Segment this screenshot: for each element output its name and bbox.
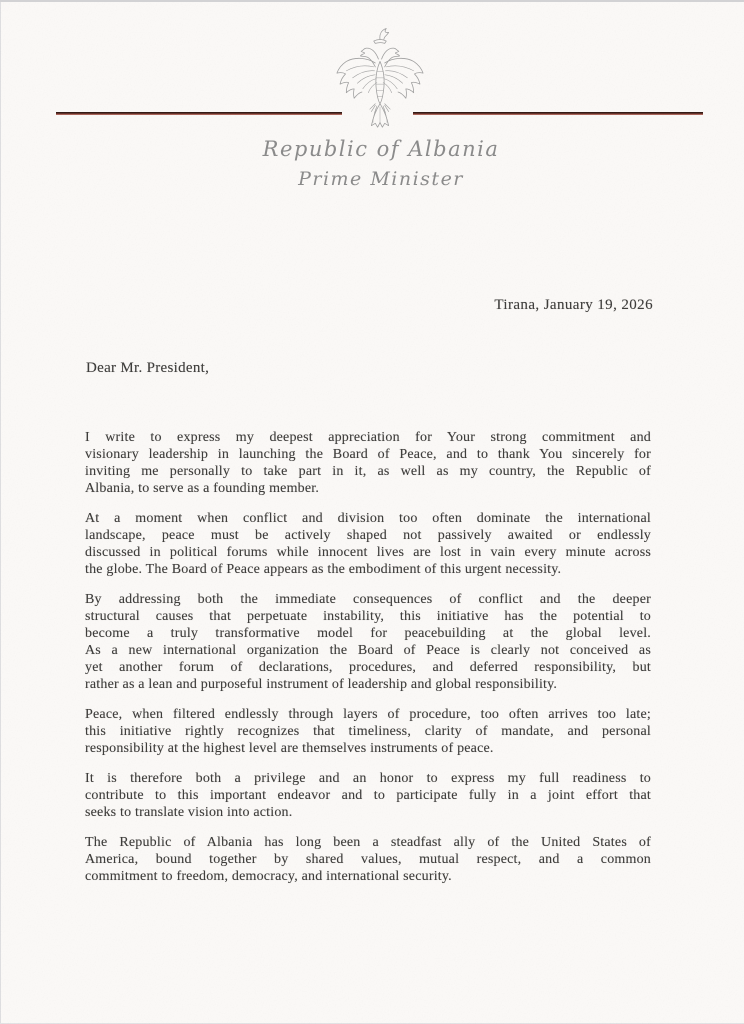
letter-body (85, 429, 651, 898)
letterhead-country: Republic of Albania (262, 137, 500, 161)
letter-line: The Republic of Albania has long been a steadfast ally of the United States of (85, 835, 651, 850)
letterhead-rule-left (56, 112, 342, 115)
letter-line: contribute to this important endeavor and to participate fully in a joint effort that (85, 788, 651, 803)
letterhead-office: Prime Minister (298, 168, 464, 190)
letter-line: structural causes that perpetuate instability, this initiative has the potential to (85, 609, 651, 624)
dateline: Tirana, January 19, 2026 (494, 297, 653, 313)
letter-line: commitment to freedom, democracy, and international security. (85, 869, 452, 884)
salutation: Dear Mr. President, (86, 360, 210, 376)
letter-paragraph (85, 770, 651, 821)
letter-line: America, bound together by shared values, mutual respect, and a common (85, 852, 651, 867)
letter-line: visionary leadership in launching the Board of Peace, and to thank You sincerely for (85, 447, 651, 462)
letter-line: the globe. The Board of Peace appears as the embodiment of this urgent necessity. (85, 562, 562, 577)
letter-line: become a truly transformative model for peacebuilding at the global level. (85, 626, 651, 641)
letterhead-rule-right (413, 112, 703, 115)
letter-paragraph (85, 429, 651, 497)
letter-paragraph (85, 834, 651, 885)
letter-line: At a moment when conflict and division too often dominate the international (85, 511, 651, 526)
letter-line: this initiative rightly recognizes that timeliness, clarity of mandate, and personal (85, 724, 651, 739)
letter-line: seeks to translate vision into action. (85, 805, 293, 820)
letter-line: As a new international organization the Board of Peace is clearly not conceived as (85, 643, 651, 658)
letter-line: yet another forum of declarations, procedures, and deferred responsibility, but (85, 660, 651, 675)
letter-line: Albania, to serve as a founding member. (85, 481, 320, 496)
letter-line: rather as a lean and purposeful instrument of leadership and global responsibility. (85, 677, 558, 692)
eagle-emblem-graphic (333, 26, 427, 136)
letter-paragraph (85, 706, 651, 757)
letter-line: discussed in political forums while innocent lives are lost in vain every minute across (85, 545, 651, 560)
scan-edge-left (0, 2, 1, 1024)
letter-line: Peace, when filtered endlessly through layers of procedure, too often arrives too late; (85, 707, 651, 722)
letter-line: responsibility at the highest level are themselves instruments of peace. (85, 741, 494, 756)
albania-double-headed-eagle-emblem (333, 26, 427, 136)
letter-line: landscape, peace must be actively shaped not passively awaited or endlessly (85, 528, 651, 543)
letter-line: By addressing both the immediate consequences of conflict and the deeper (85, 592, 651, 607)
letter-line: It is therefore both a privilege and an honor to express my full readiness to (85, 771, 651, 786)
letter-paragraph (85, 510, 651, 578)
letter-paragraph (85, 591, 651, 693)
letter-line: inviting me personally to take part in it, as well as my country, the Republic of (85, 464, 651, 479)
letter-line: I write to express my deepest appreciation for Your strong commitment and (85, 430, 651, 445)
